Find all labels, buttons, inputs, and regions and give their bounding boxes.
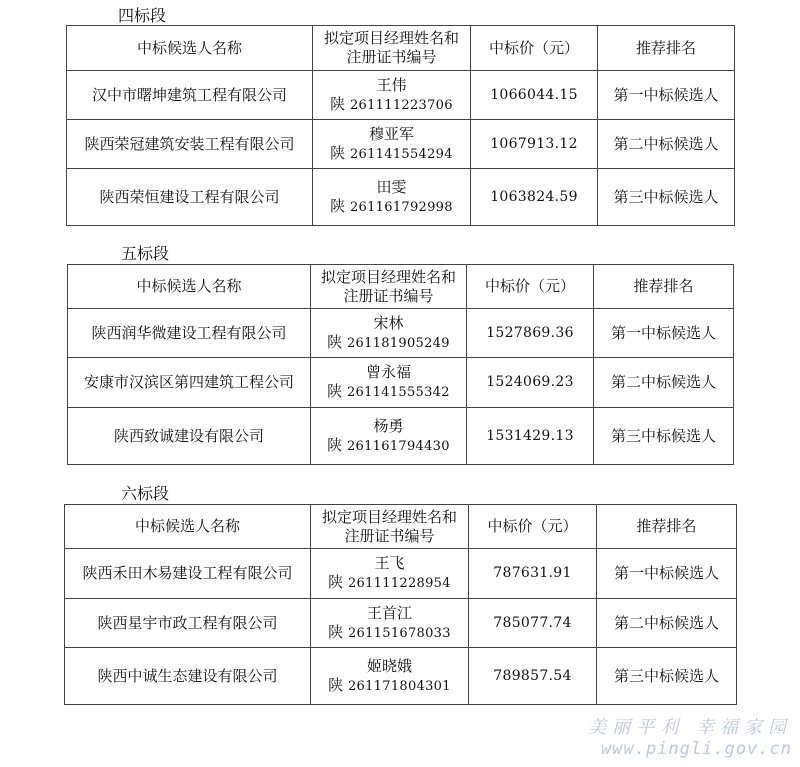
header-manager: 拟定项目经理姓名和 注册证书编号 [311,265,467,309]
rank: 第二中标候选人 [594,358,734,408]
company-name: 陕西中诚生态建设有限公司 [65,648,311,705]
header-company: 中标候选人名称 [67,26,313,71]
header-rank: 推荐排名 [597,505,737,549]
table-row [65,549,737,599]
header-price: 中标价（元） [467,265,594,309]
bid-price: 789857.54 [469,648,597,705]
manager-cell: 姬晓娥 陕 261171804301 [311,648,469,705]
bid-price: 1524069.23 [467,358,594,408]
header-price: 中标价（元） [471,26,598,71]
rank: 第一中标候选人 [598,71,735,120]
table-row [65,648,737,705]
table-row [68,358,734,408]
watermark-slogan: 美丽平利 幸福家园 [588,717,792,738]
section-title-5: 五标段 [121,244,170,263]
bid-table-4 [66,25,735,226]
rank: 第三中标候选人 [597,648,737,705]
company-name: 陕西润华微建设工程有限公司 [68,309,311,358]
rank: 第三中标候选人 [598,169,735,226]
rank: 第一中标候选人 [597,549,737,599]
bid-price: 785077.74 [469,599,597,648]
table-row [67,120,735,169]
header-company: 中标候选人名称 [65,505,311,549]
company-name: 安康市汉滨区第四建筑工程公司 [68,358,311,408]
manager-cell: 王首江 陕 261151678033 [311,599,469,648]
company-name: 陕西星宇市政工程有限公司 [65,599,311,648]
company-name: 陕西禾田木易建设工程有限公司 [65,549,311,599]
manager-cell: 田雯 陕 261161792998 [313,169,471,226]
manager-cell: 穆亚军 陕 261141554294 [313,120,471,169]
bid-price: 787631.91 [469,549,597,599]
rank: 第一中标候选人 [594,309,734,358]
section-title-6: 六标段 [121,484,170,503]
table-row [68,408,734,465]
rank: 第三中标候选人 [594,408,734,465]
company-name: 陕西荣恒建设工程有限公司 [67,169,313,226]
company-name: 陕西荣冠建筑安装工程有限公司 [67,120,313,169]
header-rank: 推荐排名 [598,26,735,71]
bid-price: 1063824.59 [471,169,598,226]
table-row [65,599,737,648]
bid-price: 1527869.36 [467,309,594,358]
table-row [67,169,735,226]
header-manager: 拟定项目经理姓名和 注册证书编号 [313,26,471,71]
watermark-url: www.pingli.gov.cn [601,739,792,759]
section-title-4: 四标段 [118,6,167,25]
table-row [68,309,734,358]
rank: 第二中标候选人 [598,120,735,169]
bid-price: 1066044.15 [471,71,598,120]
bid-table-6 [64,504,737,705]
table-row [67,71,735,120]
company-name: 陕西致诚建设有限公司 [68,408,311,465]
manager-cell: 王飞 陕 261111228954 [311,549,469,599]
bid-price: 1067913.12 [471,120,598,169]
header-manager: 拟定项目经理姓名和 注册证书编号 [311,505,469,549]
site-watermark [588,713,792,759]
manager-cell: 曾永福 陕 261141555342 [311,358,467,408]
header-price: 中标价（元） [469,505,597,549]
header-company: 中标候选人名称 [68,265,311,309]
table-header-row [68,265,734,309]
bid-price: 1531429.13 [467,408,594,465]
manager-cell: 宋林 陕 261181905249 [311,309,467,358]
company-name: 汉中市曙坤建筑工程有限公司 [67,71,313,120]
rank: 第二中标候选人 [597,599,737,648]
manager-cell: 杨勇 陕 261161794430 [311,408,467,465]
header-rank: 推荐排名 [594,265,734,309]
manager-cell: 王伟 陕 261111223706 [313,71,471,120]
table-header-row [65,505,737,549]
table-header-row [67,26,735,71]
bid-table-5 [67,264,734,465]
